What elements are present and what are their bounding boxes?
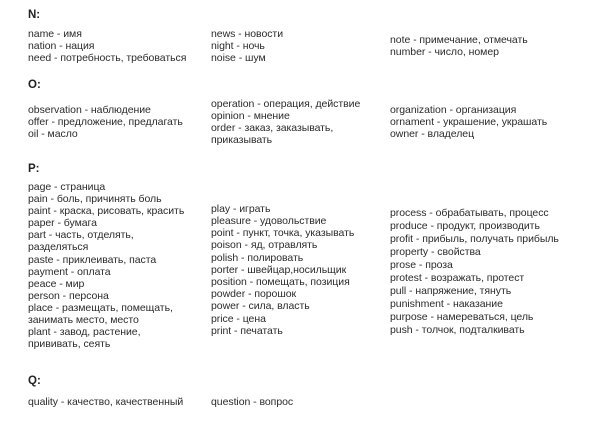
vocab-entry: name - имя bbox=[28, 28, 82, 40]
vocab-entry: number - число, номер bbox=[390, 46, 499, 58]
section-letter-n: N: bbox=[28, 9, 41, 21]
vocab-entry: ornament - украшение, украшать bbox=[390, 116, 548, 128]
vocab-entry: offer - предложение, предлагать bbox=[28, 116, 183, 128]
vocab-entry: prose - проза bbox=[390, 259, 453, 271]
vocab-entry: price - цена bbox=[211, 313, 266, 325]
vocab-entry: quality - качество, качественный bbox=[28, 396, 184, 408]
section-letter-q: Q: bbox=[28, 375, 41, 387]
vocab-entry: занимать место, место bbox=[28, 314, 139, 326]
vocab-entry: opinion - мнение bbox=[211, 110, 290, 122]
vocab-entry: paste - приклеивать, паста bbox=[28, 254, 157, 266]
vocab-entry: position - помещать, позиция bbox=[211, 276, 350, 288]
vocab-entry: plant - завод, растение, bbox=[28, 326, 141, 338]
vocab-entry: polish - полировать bbox=[211, 252, 304, 264]
section-letter-p: P: bbox=[28, 163, 40, 175]
vocab-entry: page - страница bbox=[28, 181, 106, 193]
vocab-entry: noise - шум bbox=[211, 52, 266, 64]
vocab-entry: produce - продукт, производить bbox=[390, 220, 540, 232]
vocab-entry: place - размещать, помещать, bbox=[28, 302, 173, 314]
vocab-entry: pleasure - удовольствие bbox=[211, 215, 327, 227]
vocab-entry: person - персона bbox=[28, 290, 109, 302]
vocab-entry: payment - оплата bbox=[28, 266, 111, 278]
vocab-entry: organization - организация bbox=[390, 104, 517, 116]
vocab-entry: part - часть, отделять, bbox=[28, 229, 134, 241]
vocab-entry: need - потребность, требоваться bbox=[28, 52, 187, 64]
vocab-entry: order - заказ, заказывать, bbox=[211, 122, 334, 134]
vocab-entry: note - примечание, отмечать bbox=[390, 34, 528, 46]
vocab-entry: profit - прибыль, получать прибыль bbox=[390, 233, 559, 245]
vocab-entry: peace - мир bbox=[28, 278, 85, 290]
vocab-entry: прививать, сеять bbox=[28, 338, 111, 350]
vocab-entry: paint - краска, рисовать, красить bbox=[28, 205, 185, 217]
vocab-entry: oil - масло bbox=[28, 128, 78, 140]
vocab-entry: observation - наблюдение bbox=[28, 104, 151, 116]
vocab-entry: news - новости bbox=[211, 28, 284, 40]
vocab-entry: punishment - наказание bbox=[390, 298, 503, 310]
vocab-entry: powder - порошок bbox=[211, 288, 297, 300]
vocab-entry: poison - яд, отравлять bbox=[211, 239, 318, 251]
vocab-entry: operation - операция, действие bbox=[211, 98, 361, 110]
vocab-entry: paper - бумага bbox=[28, 217, 97, 229]
vocab-entry: push - толчок, подталкивать bbox=[390, 324, 525, 336]
vocab-entry: point - пункт, точка, указывать bbox=[211, 227, 355, 239]
vocab-entry: process - обрабатывать, процесс bbox=[390, 207, 549, 219]
vocab-entry: owner - владелец bbox=[390, 128, 475, 140]
vocab-entry: nation - нация bbox=[28, 40, 95, 52]
vocab-entry: print - печатать bbox=[211, 325, 283, 337]
vocab-entry: purpose - намереваться, цель bbox=[390, 311, 534, 323]
vocab-entry: pain - боль, причинять боль bbox=[28, 193, 162, 205]
vocab-entry: разделяться bbox=[28, 241, 89, 253]
vocab-entry: property - свойства bbox=[390, 246, 481, 258]
section-letter-o: O: bbox=[28, 79, 41, 91]
vocab-entry: power - сила, власть bbox=[211, 300, 310, 312]
vocab-entry: porter - швейцар,носильщик bbox=[211, 264, 347, 276]
vocab-entry: pull - напряжение, тянуть bbox=[390, 285, 512, 297]
vocab-entry: приказывать bbox=[211, 134, 273, 146]
vocab-entry: play - играть bbox=[211, 203, 271, 215]
vocab-entry: question - вопрос bbox=[211, 396, 294, 408]
vocab-entry: protest - возражать, протест bbox=[390, 272, 525, 284]
vocab-entry: night - ночь bbox=[211, 40, 265, 52]
